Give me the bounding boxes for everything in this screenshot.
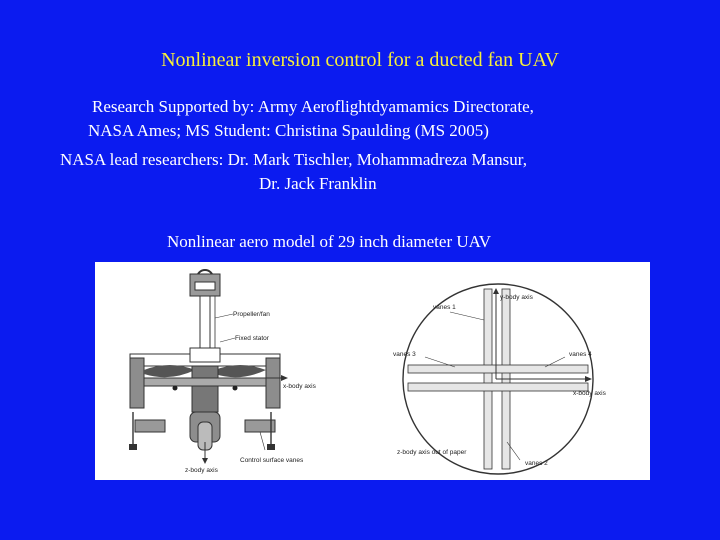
label-fixed-stator: Fixed stator bbox=[235, 335, 269, 342]
label-vanes-1: vanes 1 bbox=[433, 304, 456, 311]
uav-top-view bbox=[393, 284, 607, 474]
slide-title: Nonlinear inversion control for a ducted fan UAV bbox=[161, 49, 559, 71]
label-control-surface-vanes: Control surface vanes bbox=[240, 457, 304, 464]
label-vanes-3: vanes 3 bbox=[393, 351, 416, 358]
label-y-body-axis: y-body axis bbox=[500, 294, 533, 301]
researchers-line-2: Dr. Jack Franklin bbox=[259, 174, 377, 193]
label-side-z-body-axis: z-body axis bbox=[185, 467, 218, 474]
support-line-1: Research Supported by: Army Aeroflightdyamamics Directorate, bbox=[92, 97, 534, 116]
label-propeller-fan: Propeller/fan bbox=[233, 311, 270, 318]
label-top-x-body-axis: x-body axis bbox=[573, 390, 606, 397]
support-line-2: NASA Ames; MS Student: Christina Spaulding (MS 2005) bbox=[88, 121, 489, 140]
researchers-line-1: NASA lead researchers: Dr. Mark Tischler, Mohammadreza Mansur, bbox=[60, 150, 527, 169]
label-side-x-body-axis: x-body axis bbox=[283, 383, 316, 390]
uav-side-view bbox=[129, 270, 317, 474]
uav-diagram-figure bbox=[95, 262, 650, 480]
label-vanes-2: vanes 2 bbox=[525, 460, 548, 467]
uav-diagram bbox=[95, 262, 650, 480]
figure-caption: Nonlinear aero model of 29 inch diameter UAV bbox=[167, 232, 492, 251]
label-vanes-4: vanes 4 bbox=[569, 351, 592, 358]
label-top-z-body-axis: z-body axis out of paper bbox=[397, 449, 467, 456]
